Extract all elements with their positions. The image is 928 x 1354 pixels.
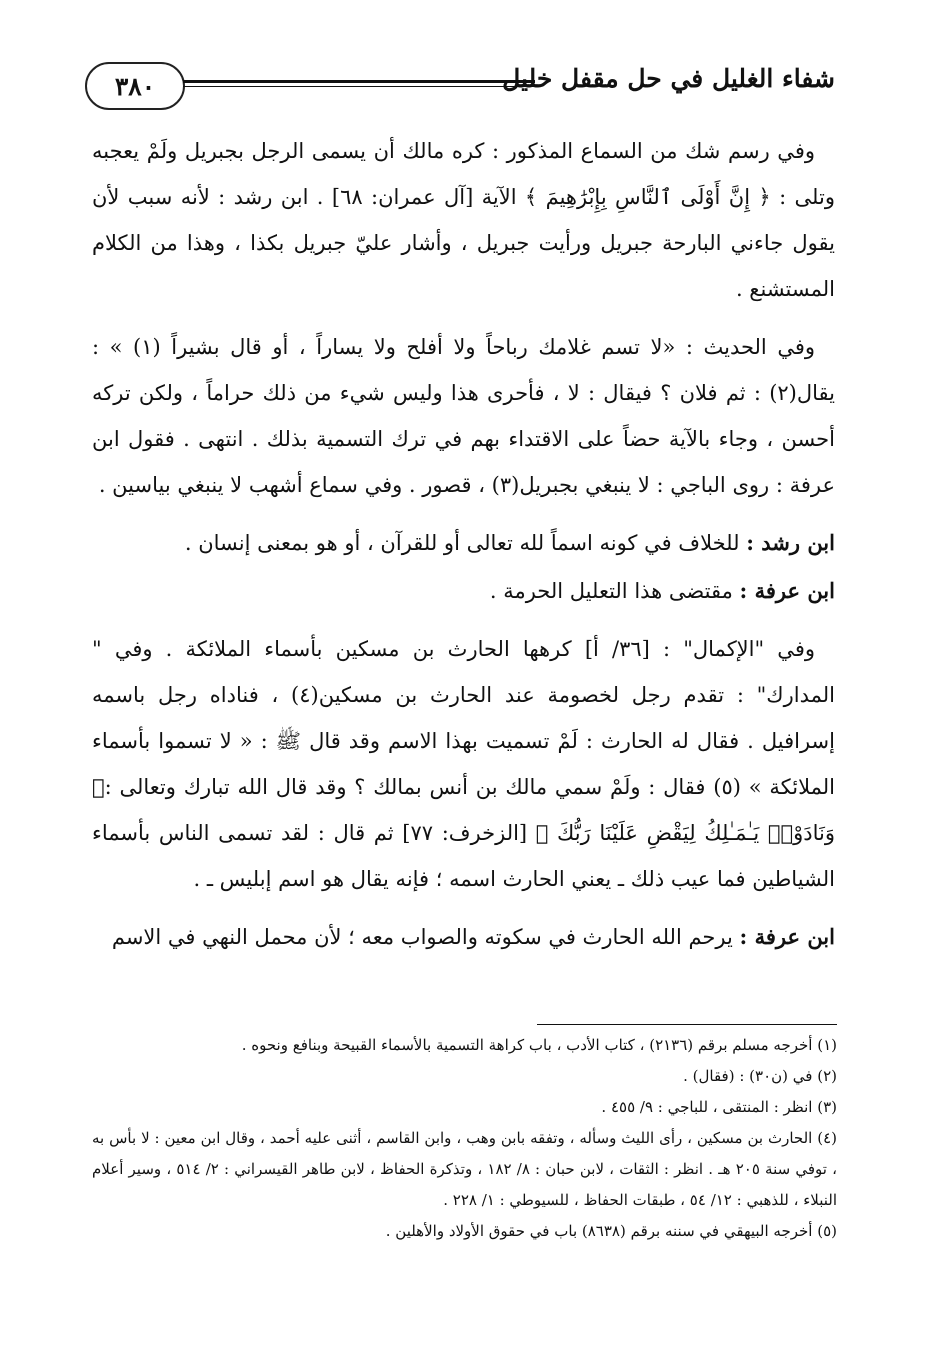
book-title: شفاء الغليل في حل مقفل خليل bbox=[502, 64, 835, 93]
page-number: ٣٨٠ bbox=[114, 71, 156, 101]
header-rule-thin bbox=[183, 86, 535, 87]
page-number-badge bbox=[85, 62, 185, 110]
paragraph-lead: ابن رشد : bbox=[746, 530, 835, 555]
footnote: (٢) في (ن٣٠) : (فقال) . bbox=[683, 1067, 837, 1085]
footnote: (٥) أخرجه البيهقي في سننه برقم (٨٦٣٨) باب في حقوق الأولاد والأهلين . bbox=[385, 1222, 837, 1240]
paragraph-text: يرحم الله الحارث في سكوته والصواب معه ؛ لأن محمل النهي في الاسم bbox=[111, 925, 740, 949]
footnotes bbox=[92, 1030, 837, 1247]
footnote: (٤) الحارث بن مسكين ، رأى الليث وسأله ، وتفقه بابن وهب ، وابن القاسم ، أثنى عليه أحمد ، وقال ابن معين : لا بأس به ، توفي سنة ٢٠٥ هـ . انظر : الثقات ، لابن حبان : ٨/ ١٨٢ ، وتذكرة الحفاظ ، لابن طاهر القيسراني : ٢/ ٥١٤ ، وسير أعلام النبلاء ، للذهبي : ١٢/ ٥٤ ، طبقات الحفاظ ، للسيوطي : ١/ ٢٢٨ . bbox=[92, 1129, 837, 1209]
main-text bbox=[92, 128, 835, 972]
paragraph bbox=[92, 914, 835, 960]
paragraph-lead: ابن عرفة : bbox=[739, 578, 835, 603]
paragraph-text: وفي "الإكمال" : [٣٦/ أ] كرهها الحارث بن مسكين بأسماء الملائكة . وفي " المدارك" : تقدم رجل لخصومة عند الحارث بن مسكين(٤) ، فناداه رجل باسمه إسرافيل . فقال له الحارث : لَمْ تسميت بهذا الاسم وقد قال ﷺ : « لا تسموا بأسماء الملائكة » (٥) فقال : ولَمْ سمي مالك بن أنس بمالك ؟ وقد قال الله تبارك وتعالى :﴿ وَنَادَوْا۟ يَـٰمَـٰلِكُ لِيَقْضِ عَلَيْنَا رَبُّكَ ﴾ [الزخرف: ٧٧] ثم قال : لقد تسمى الناس بأسماء الشياطين فما عيب ذلك ـ يعني الحارث اسمه ؛ فإنه يقال هو اسم إبليس ـ . bbox=[92, 637, 835, 891]
paragraph-text: وفي الحديث : «لا تسم غلامك رباحاً ولا أفلح ولا يساراً ، أو قال بشيراً (١) » : يقال(٢) : ثم فلان ؟ فيقال : لا ، فأحرى هذا وليس شيء من ذلك حراماً ، ولكن تركه أحسن ، وجاء بالآية حضاً على الاقتداء بهم في ترك التسمية بذلك . انتهى . فقول ابن عرفة : روى الباجي : لا ينبغي بجبريل(٣) ، قصور . وفي سماع أشهب لا ينبغي بياسين . bbox=[92, 335, 835, 497]
running-header bbox=[85, 62, 835, 116]
footnote: (٣) انظر : المنتقى ، للباجي : ٩/ ٤٥٥ . bbox=[601, 1098, 837, 1116]
paragraph bbox=[92, 128, 835, 312]
paragraph-text: وفي رسم شك من السماع المذكور : كره مالك أن يسمى الرجل بجبريل ولَمْ يعجبه وتلى : ﴿ إِنَّ أَوْلَى ٱلنَّاسِ بِإِبْرَٰهِيمَ ﴾ الآية [آل عمران: ٦٨] . ابن رشد : لأنه سبب لأن يقول جاءني البارحة جبريل ورأيت جبريل ، وأشار عليّ جبريل بكذا ، وهذا من الكلام المستشنع . bbox=[92, 139, 835, 301]
paragraph bbox=[92, 626, 835, 902]
paragraph-text: مقتضى هذا التعليل الحرمة . bbox=[489, 579, 740, 603]
paragraph bbox=[92, 520, 835, 566]
paragraph-lead: ابن عرفة : bbox=[739, 924, 835, 949]
footnote: (١) أخرجه مسلم برقم (٢١٣٦) ، كتاب الأدب ، باب كراهة التسمية بالأسماء القبيحة وبنافع ونحوه . bbox=[241, 1036, 837, 1054]
footnote-separator bbox=[537, 1024, 837, 1025]
paragraph bbox=[92, 324, 835, 508]
paragraph-text: للخلاف في كونه اسماً لله تعالى أو للقرآن ، أو هو بمعنى إنسان . bbox=[184, 531, 747, 555]
header-rule bbox=[183, 80, 535, 83]
paragraph bbox=[92, 568, 835, 614]
